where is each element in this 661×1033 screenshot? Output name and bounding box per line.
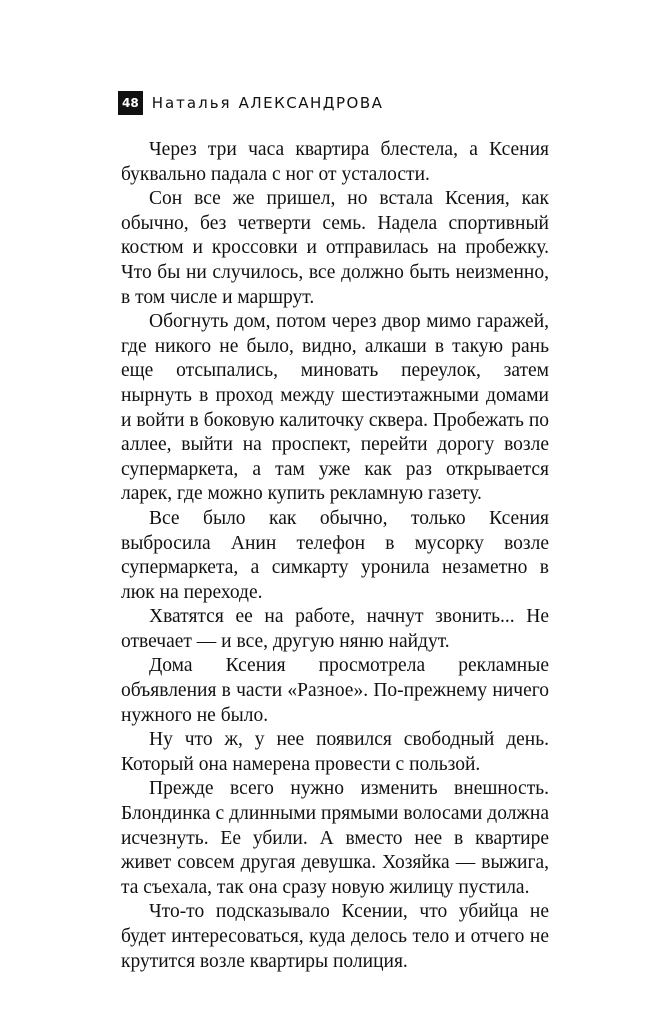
paragraph: Прежде всего нужно изменить внешность. Блондинка с длинными прямыми волосами должна исчезнуть. Ее убили. А вместо нее в квартире живет совсем другая девушка. Хозяйка — выжига, та съехала, так она сразу новую жилицу пустила. [121,778,549,898]
author-last-name: АЛЕКСАНДРОВА [238,94,384,112]
body-text [121,138,549,974]
paragraph: Через три часа квартира блестела, а Ксения буквально падала с ног от усталости. [121,139,549,185]
paragraph: Ну что ж, у нее появился свободный день. Который она намерена провести с пользой. [121,729,549,775]
paragraph: Хватятся ее на работе, начнут звонить... Не отвечает — и все, другую няню найдут. [121,606,549,652]
author-first-name: Наталья [151,94,232,112]
paragraph: Обогнуть дом, потом через двор мимо гаражей, где никого не было, видно, алкаши в такую рань еще отсыпались, миновать переулок, затем нырнуть в проход между шестиэтажными домами и войти в боковую калиточку сквера. Пробежать по аллее, выйти на проспект, перейти дорогу возле супермаркета, а там уже как раз открывается ларек, где можно купить рекламную газету. [121,311,549,505]
running-head [118,91,383,115]
page-number: 48 [118,91,143,115]
paragraph: Все было как обычно, только Ксения выбросила Анин телефон в мусорку возле супермаркета, а симкарту уронила незаметно в люк на переходе. [121,507,549,603]
paragraph: Сон все же пришел, но встала Ксения, как обычно, без четверти семь. Надела спортивный костюм и кроссовки и отправилась на пробежку. Что бы ни случилось, все должно быть неизменно, в том числе и маршрут. [121,188,549,308]
paragraph: Что-то подсказывало Ксении, что убийца не будет интересоваться, куда делось тело и отчего не крутится возле квартиры полиция. [121,901,549,972]
paragraph: Дома Ксения просмотрела рекламные объявления в части «Разное». По-прежнему ничего нужного не было. [121,655,549,726]
